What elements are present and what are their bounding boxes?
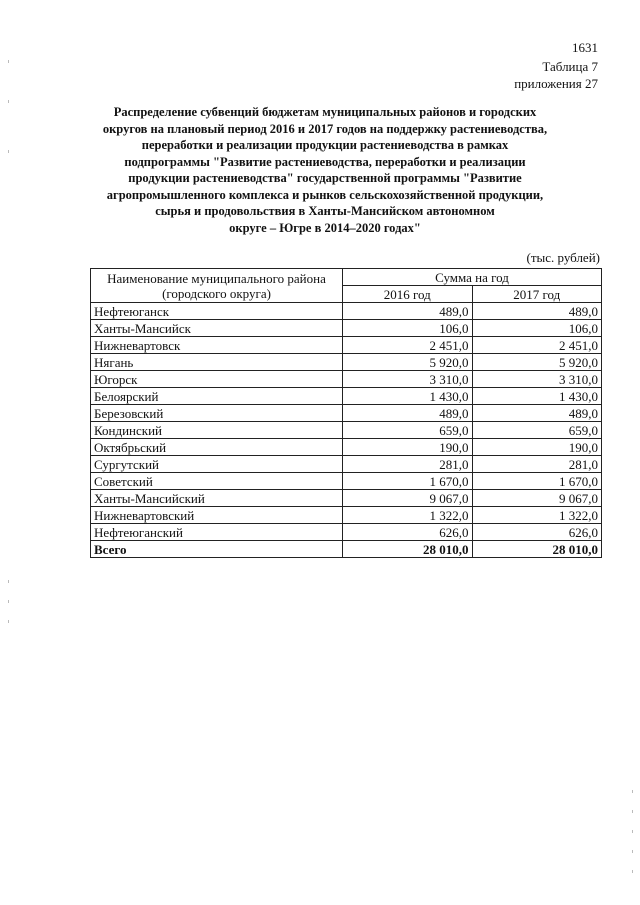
title-line: продукции растениеводства" государственной программы "Развитие [128, 171, 522, 185]
table-row [91, 507, 602, 524]
table-row [91, 439, 602, 456]
row-2017-value: 190,0 [472, 439, 602, 456]
row-name: Ханты-Мансийский [91, 490, 343, 507]
title-line: Распределение субвенций бюджетам муниципальных районов и городских [113, 105, 537, 119]
row-2017-value: 489,0 [472, 405, 602, 422]
total-2017-value: 28 010,0 [472, 541, 602, 558]
table-row [91, 490, 602, 507]
row-2017-value: 5 920,0 [472, 354, 602, 371]
table-row [91, 320, 602, 337]
row-2016-value: 9 067,0 [343, 490, 473, 507]
row-2017-value: 1 322,0 [472, 507, 602, 524]
title-line: округе – Югре в 2014–2020 годах" [229, 220, 421, 235]
row-2016-value: 3 310,0 [343, 371, 473, 388]
units-label: (тыс. рублей) [526, 250, 600, 265]
row-2017-value: 1 430,0 [472, 388, 602, 405]
row-2016-value: 190,0 [343, 439, 473, 456]
title-line: агропромышленного комплекса и рынков сельскохозяйственной продукции, [106, 187, 544, 202]
table-reference-line: приложения 27 [514, 76, 598, 91]
table-row [91, 371, 602, 388]
row-name: Советский [91, 473, 343, 490]
row-name: Сургутский [91, 456, 343, 473]
row-name: Нягань [91, 354, 343, 371]
row-name: Нефтеюганск [91, 303, 343, 320]
title-line: переработки и реализации продукции растениеводства в рамках [141, 138, 509, 152]
row-2017-value: 106,0 [472, 320, 602, 337]
row-2016-value: 659,0 [343, 422, 473, 439]
row-name: Нижневартовский [91, 507, 343, 524]
row-2016-value: 489,0 [343, 405, 473, 422]
header-name-line: Наименование муниципального района [107, 270, 326, 286]
table-row [91, 456, 602, 473]
document-title [90, 104, 560, 236]
header-year-2016: 2016 год [343, 286, 473, 303]
total-2016-value: 28 010,0 [343, 541, 473, 558]
row-2016-value: 281,0 [343, 456, 473, 473]
row-2016-value: 626,0 [343, 524, 473, 541]
row-name: Белоярский [91, 388, 343, 405]
row-2016-value: 489,0 [343, 303, 473, 320]
row-name: Березовский [91, 405, 343, 422]
table-row [91, 473, 602, 490]
table-row [91, 303, 602, 320]
table-row [91, 354, 602, 371]
left-margin-marks [8, 60, 10, 860]
table-row [91, 388, 602, 405]
table-body [91, 303, 602, 558]
title-line: округов на плановый период 2016 и 2017 годов на поддержку растениеводства, [102, 121, 548, 136]
row-name: Ханты-Мансийск [91, 320, 343, 337]
page-number: 1631 [572, 40, 598, 55]
right-margin-marks [632, 790, 634, 890]
row-name: Югорск [91, 371, 343, 388]
table-reference-line: Таблица 7 [542, 59, 598, 74]
subvention-table [90, 268, 602, 558]
row-2017-value: 489,0 [472, 303, 602, 320]
row-name: Нефтеюганский [91, 524, 343, 541]
header-name [91, 269, 343, 303]
row-2017-value: 3 310,0 [472, 371, 602, 388]
title-line: сырья и продовольствия в Ханты-Мансийском автономном [155, 204, 495, 218]
row-2017-value: 659,0 [472, 422, 602, 439]
row-2017-value: 2 451,0 [472, 337, 602, 354]
row-2017-value: 1 670,0 [472, 473, 602, 490]
table-reference [514, 58, 598, 92]
table-row [91, 422, 602, 439]
title-line: подпрограммы "Развитие растениеводства, переработки и реализации [124, 154, 526, 169]
row-2016-value: 2 451,0 [343, 337, 473, 354]
row-name: Нижневартовск [91, 337, 343, 354]
row-2017-value: 9 067,0 [472, 490, 602, 507]
row-2016-value: 1 430,0 [343, 388, 473, 405]
row-name: Кондинский [91, 422, 343, 439]
row-2017-value: 626,0 [472, 524, 602, 541]
table-row [91, 405, 602, 422]
table-row [91, 524, 602, 541]
row-2016-value: 1 322,0 [343, 507, 473, 524]
total-label: Всего [91, 541, 343, 558]
table-row [91, 337, 602, 354]
row-name: Октябрьский [91, 439, 343, 456]
row-2016-value: 5 920,0 [343, 354, 473, 371]
row-2016-value: 1 670,0 [343, 473, 473, 490]
table-total-row [91, 541, 602, 558]
header-sum: Сумма на год [343, 269, 602, 286]
row-2017-value: 281,0 [472, 456, 602, 473]
row-2016-value: 106,0 [343, 320, 473, 337]
header-year-2017: 2017 год [472, 286, 602, 303]
header-name-line: (городского округа) [162, 285, 271, 301]
